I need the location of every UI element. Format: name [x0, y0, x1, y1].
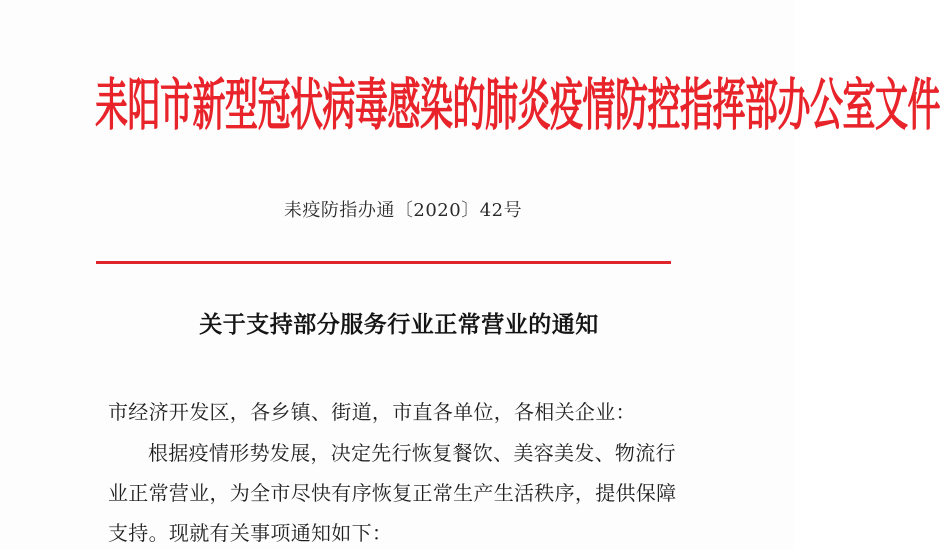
document-header-title: 耒阳市新型冠状病毒感染的肺炎疫情防控指挥部办公室文件 — [95, 72, 940, 139]
body-line: 业正常营业，为全市尽快有序恢复正常生产生活秩序，提供保障 — [108, 481, 677, 505]
red-divider-line — [96, 261, 671, 264]
notice-title: 关于支持部分服务行业正常营业的通知 — [199, 311, 599, 338]
document-number: 耒疫防指办通〔2020〕42号 — [283, 200, 523, 221]
body-line: 支持。现就有关事项通知如下： — [108, 521, 393, 545]
body-line: 根据疫情形势发展，决定先行恢复餐饮、美容美发、物流行 — [148, 441, 676, 465]
body-line-salutation: 市经济开发区，各乡镇、街道，市直各单位，各相关企业： — [108, 400, 636, 424]
